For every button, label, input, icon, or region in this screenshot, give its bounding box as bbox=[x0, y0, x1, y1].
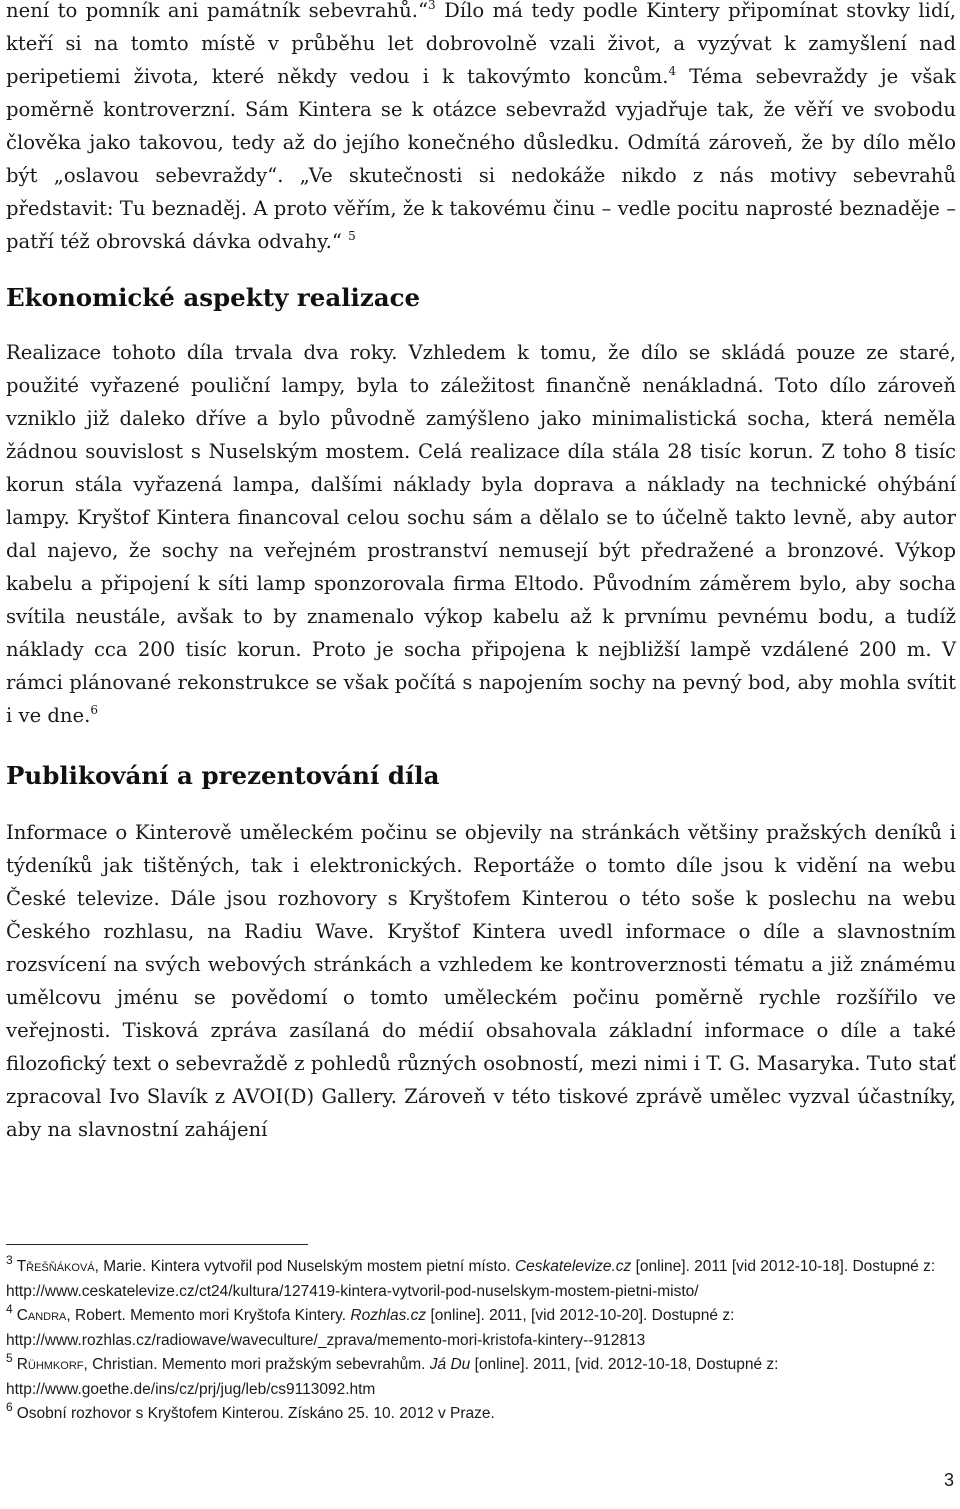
section-heading-publishing: Publikování a prezentování díla bbox=[6, 761, 440, 790]
paragraph-text: Realizace tohoto díla trvala dva roky. Vzhledem k tomu, že dílo se skládá pouze ze staré, použité vyřazené pouliční lampy, byla to záležitost finančně nenákladná. Toto dílo zároveň vzniklo již daleko dříve a bylo původně zamýšleno jako minimalistická socha, která neměla žádnou souvislost s Nuselským mostem. Celá realizace díla stála 28 tisíc korun. Z toho 8 tisíc korun stála vyřazená lampa, dalšími náklady byla doprava a náklady na technické ohýbání lampy. Kryštof Kintera financoval celou sochu sám a dělalo se to účelně takto levně, aby autor dal najevo, že sochy na veřejném prostranství nemusejí být předražené a bronzové. Výkop kabelu a připojení k síti lamp sponzorovala firma Eltodo. Původním záměrem bylo, aby socha svítila neustále, avšak to by znamenalo výkop kabelu až k prvnímu pevnému bodu, a tudíž náklady cca 200 tisíc korun. Proto je socha připojena k nejbližší lampě vzdálené 200 m. V rámci plánované rekonstrukce se však počítá s napojením sochy na pevný bod, aby mohla svítit i ve dne. bbox=[6, 341, 956, 727]
footnote-source: Rozhlas.cz bbox=[350, 1307, 427, 1324]
footnote-text: , Christian. Memento mori pražským sebevrahům. bbox=[83, 1356, 430, 1373]
footnote-4 bbox=[6, 1304, 956, 1353]
footnote-ref-6[interactable]: 6 bbox=[90, 703, 99, 717]
footnote-text: , Marie. Kintera vytvořil pod Nuselským mostem pietní místo. bbox=[94, 1258, 515, 1275]
footnote-6 bbox=[6, 1402, 956, 1427]
footnote-number: 6 bbox=[6, 1400, 13, 1414]
footnote-text: [online]. 2011, [vid 2012-10-20]. Dostupné z: http://www.rozhlas.cz/radiowave/waveculture/_zprava/memento-mori-kristofa-kintery--912813 bbox=[6, 1307, 735, 1349]
footnote-3 bbox=[6, 1255, 956, 1304]
footnote-number: 3 bbox=[6, 1253, 13, 1267]
footnote-ref-5[interactable]: 5 bbox=[348, 229, 356, 243]
section-heading-economics: Ekonomické aspekty realizace bbox=[6, 283, 421, 312]
paragraph-text: není to pomník ani památník sebevrahů.“ bbox=[6, 0, 428, 22]
footnote-text: Osobní rozhovor s Kryštofem Kinterou. Získáno 25. 10. 2012 v Praze. bbox=[16, 1405, 495, 1422]
body-paragraph-3 bbox=[6, 816, 956, 1146]
footnote-source: Já Du bbox=[429, 1356, 471, 1373]
document-page bbox=[6, 0, 956, 1422]
paragraph-text: Informace o Kinterově uměleckém počinu se objevily na stránkách většiny pražských deníků i týdeníků jak tištěných, tak i elektronických. Reportáže o tomto díle jsou k vidění na webu České televize. Dále jsou rozhovory s Kryštofem Kinterou o této soše k poslechu na webu Českého rozhlasu, na Radiu Wave. Kryštof Kintera uvedl informace o díle a slavnostním rozsvícení na svých webových stránkách a vzhledem ke kontroverznosti tématu a již známému umělcovu jménu se povědomí o tomto uměleckém počinu poměrně rychle rozšířilo ve veřejnosti. Tisková zpráva zasílaná do médií obsahovala základní informace o díle a také filozofický text o sebevraždě z pohledů různých osobností, mezi nimi i T. G. Masaryka. Tuto stať zpracoval Ivo Slavík z AVOI(D) Gallery. Zároveň v této tiskové zprávě umělec vyzval účastníky, aby na slavnostní zahájení bbox=[6, 821, 956, 1141]
footnote-source: Ceskatelevize.cz bbox=[514, 1258, 632, 1275]
footnote-separator bbox=[6, 1244, 308, 1245]
body-paragraph-1 bbox=[6, 0, 956, 258]
footnote-ref-3[interactable]: 3 bbox=[428, 0, 436, 12]
footnote-text: , Robert. Memento mori Kryštofa Kintery. bbox=[66, 1307, 351, 1324]
footnote-author: Rühmkorf bbox=[16, 1356, 84, 1373]
footnote-text: [online]. 2011 [vid 2012-10-18]. Dostupné z: http://www.ceskatelevize.cz/ct24/kultura/127419-kintera-vytvoril-pod-nuselskym-mostem-pietni-misto/ bbox=[6, 1258, 936, 1300]
footnote-ref-4[interactable]: 4 bbox=[668, 64, 677, 78]
paragraph-text: Téma sebevraždy je však poměrně kontroverzní. Sám Kintera se k otázce sebevražd vyjadřuje tak, že věří ve svobodu člověka jako takovou, tedy až do jejího konečného důsledku. Odmítá zároveň, že by dílo mělo být „oslavou sebevraždy“. „Ve skutečnosti si nedokáže nikdo z nás motivy sebevrahů představit: Tu beznaděj. A proto věřím, že k takovému činu – vedle pocitu naprosté beznaděje – patří též obrovská dávka odvahy.“ bbox=[6, 65, 956, 253]
paragraph-text: Dílo má tedy podle Kintery připomínat stovky lidí, kteří si na tomto místě v průběhu let dobrovolně vzali život, a vyzývat k zamyšlení nad peripetiemi života, které někdy vedou i k takovýmto koncům. bbox=[6, 0, 956, 88]
footnotes bbox=[6, 1255, 956, 1427]
footnote-author: Candra bbox=[16, 1307, 67, 1324]
footnote-author: Třešňáková bbox=[16, 1258, 95, 1275]
body-paragraph-2 bbox=[6, 336, 956, 732]
footnote-number: 5 bbox=[6, 1351, 13, 1365]
footnote-5 bbox=[6, 1353, 956, 1402]
page-number: 3 bbox=[943, 1470, 954, 1490]
footnote-text: [online]. 2011, [vid. 2012-10-18, Dostupné z: http://www.goethe.de/ins/cz/prj/jug/leb/cs9113092.htm bbox=[6, 1356, 779, 1398]
footnote-number: 4 bbox=[6, 1302, 13, 1316]
